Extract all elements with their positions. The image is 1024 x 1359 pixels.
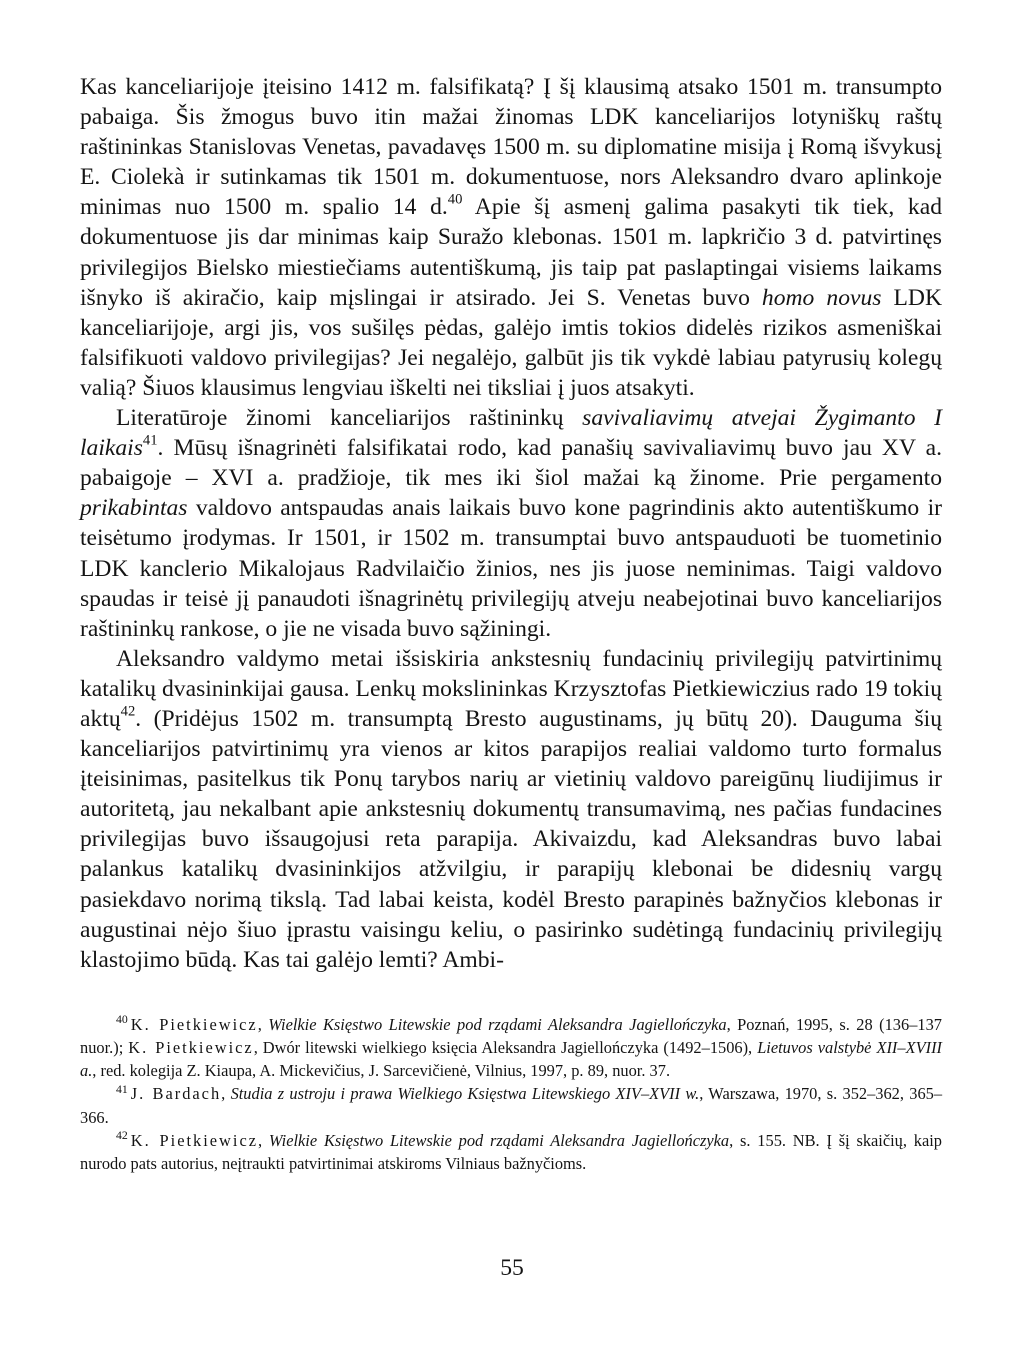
text-run: K. Pietkiewicz [128, 1038, 254, 1058]
italic-text: Lietuvos valstybė XII–XVIII a. [80, 1038, 942, 1081]
footnote-41 [80, 1082, 942, 1128]
italic-text: prikabintas [80, 495, 188, 522]
footnote-ref: 40 [447, 191, 463, 208]
footnote-ref: 42 [116, 1128, 128, 1143]
italic-text: savivaliavimų atvejai Žygimanto I laikais [80, 405, 942, 462]
text-run: , [257, 1014, 269, 1034]
text-run: , [221, 1084, 231, 1104]
body-text [80, 72, 942, 975]
footnote-ref: 41 [142, 432, 158, 449]
text-run: Apie šį asmenį galima pasakyti tik tiek, kad dokumentuose jis dar minimas kaip Suražo klebonas. 1501 m. lapkričio 3 d. patvirtinęs privilegijos Bielsko miestiečiams autentiškumą, jis taip pat paslaptingai visiems laikams išnyko iš akiračio, kaip mįslingai ir atsirado. Jei S. Venetas buvo [80, 194, 942, 311]
text-run: , Dwór litewski wielkiego księcia Aleksandra Jagiellończyka (1492–1506), [253, 1038, 758, 1058]
footnote-ref: 40 [116, 1012, 128, 1027]
text-run: J. Bardach [130, 1084, 222, 1104]
footnote-ref: 41 [116, 1081, 128, 1096]
document-page [80, 72, 942, 1175]
text-run: , Poznań, 1995, s. 28 (136–137 nuor.); [80, 1014, 942, 1058]
text-run: Literatūroje žinomi kanceliarijos raštininkų [116, 405, 583, 432]
paragraph-2 [80, 403, 942, 644]
paragraph-3 [80, 644, 942, 975]
text-run: Kas kanceliarijoje įteisino 1412 m. falsifikatą? Į šį klausimą atsako 1501 m. transumpto pabaiga. Šis žmogus buvo itin mažai žinomas LDK kanceliarijos lotyniškų raštų raštininkas Stanislovas Venetas, pavadavęs 1500 m. su diplomatine misija į Romą išvykusį E. Ciolekà ir sutinkamas tik 1501 m. dokumentuose, nors Aleksandro dvaro aplinkoje minimas nuo 1500 m. spalio 14 d. [80, 74, 942, 221]
italic-text: Studia z ustroju i prawa Wielkiego Księstwa Litewskiego XIV–XVII w. [230, 1084, 700, 1104]
text-run: Aleksandro valdymo metai išsiskiria ankstesnių fundacinių privilegijų patvirtinimų katalikų dvasininkijai gausa. Lenkų mokslininkas Krzysztofas Pietkiewiczius rado 19 tokių aktų [80, 645, 942, 732]
footnotes [80, 1013, 942, 1175]
text-run: K. Pietkiewicz [130, 1130, 258, 1150]
footnote-40 [80, 1013, 942, 1083]
text-run: K. Pietkiewicz [130, 1014, 258, 1034]
text-run: . Mūsų išnagrinėti falsifikatai rodo, kad panašių savivaliavimų buvo jau XV a. pabaigoje – XVI a. pradžioje, tik mes iki šiol mažai ką žinome. Prie pergamento [80, 435, 942, 492]
footnote-ref: 42 [120, 703, 136, 720]
paragraph-1 [80, 72, 942, 403]
text-run: , s. 155. NB. Į šį skaičių, kaip nurodo pats autorius, neįtraukti patvirtinimai atskiroms Vilniaus bažnyčioms. [80, 1130, 942, 1174]
text-run: LDK kanceliarijoje, argi jis, vos sušilęs pėdas, galėjo imtis tokios didelės rizikos asmeniškai falsifikuoti valdovo privilegijas? Jei negalėjo, galbūt jis tik vykdė labiau patyrusių kolegų valią? Šiuos klausimus lengviau iškelti nei tiksliai į juos atsakyti. [80, 284, 942, 401]
text-run: , [258, 1130, 269, 1150]
page-number: 55 [500, 1255, 524, 1281]
text-run: valdovo antspaudas anais laikais buvo kone pagrindinis akto autentiškumo ir teisėtumo įrodymas. Ir 1501, ir 1502 m. transumptai buvo antspauduoti be tuometinio LDK kanclerio Mikalojaus Radvilaičio žinios, nes jis juose neminimas. Taigi valdovo spaudas ir teisė jį panaudoti išnagrinėtų privilegijų atveju neabejotinai buvo kanceliarijos raštininkų rankose, o jie ne visada buvo sąžiningi. [80, 495, 942, 642]
italic-text: Wielkie Księstwo Litewskie pod rządami Aleksandra Jagiellończyka [268, 1014, 727, 1034]
italic-text: Wielkie Księstwo Litewskie pod rządami Aleksandra Jagiellończyka [268, 1130, 730, 1150]
text-run: . (Pridėjus 1502 m. transumptą Bresto augustinams, jų būtų 20). Dauguma šių kanceliarijos patvirtinimų yra vienos ar kitos parapijos realiai valdomo turto formalus įteisinimas, pasitelkus tik Ponų tarybos narių ar vietinių valdovo pareigūnų liudijimus ir autoritetą, jau nekalbant apie ankstesnių dokumentų transumavimą, nes pačias fundacines privilegijas buvo išsaugojusi reta parapija. Akivaizdu, kad Aleksandras buvo labai palankus katalikų dvasininkijos atžvilgiu, ir parapijų klebonai be didesnių vargų pasiekdavo norimą tikslą. Tad labai keista, kodėl Bresto parapinės bažnyčios klebonas ir augustinai nėjo šiuo įprastu vaisingu keliu, o pasirinko sudėtingą fundacinių privilegijų klastojimo būdą. Kas tai galėjo lemti? Ambi- [80, 705, 942, 973]
text-run: , red. kolegija Z. Kiaupa, A. Mickevičius, J. Sarcevičienė, Vilnius, 1997, p. 89, nuor. 37. [92, 1061, 671, 1081]
text-run: , Warszawa, 1970, s. 352–362, 365–366. [80, 1084, 943, 1127]
italic-text: homo novus [761, 284, 882, 311]
footnote-42 [80, 1129, 942, 1175]
